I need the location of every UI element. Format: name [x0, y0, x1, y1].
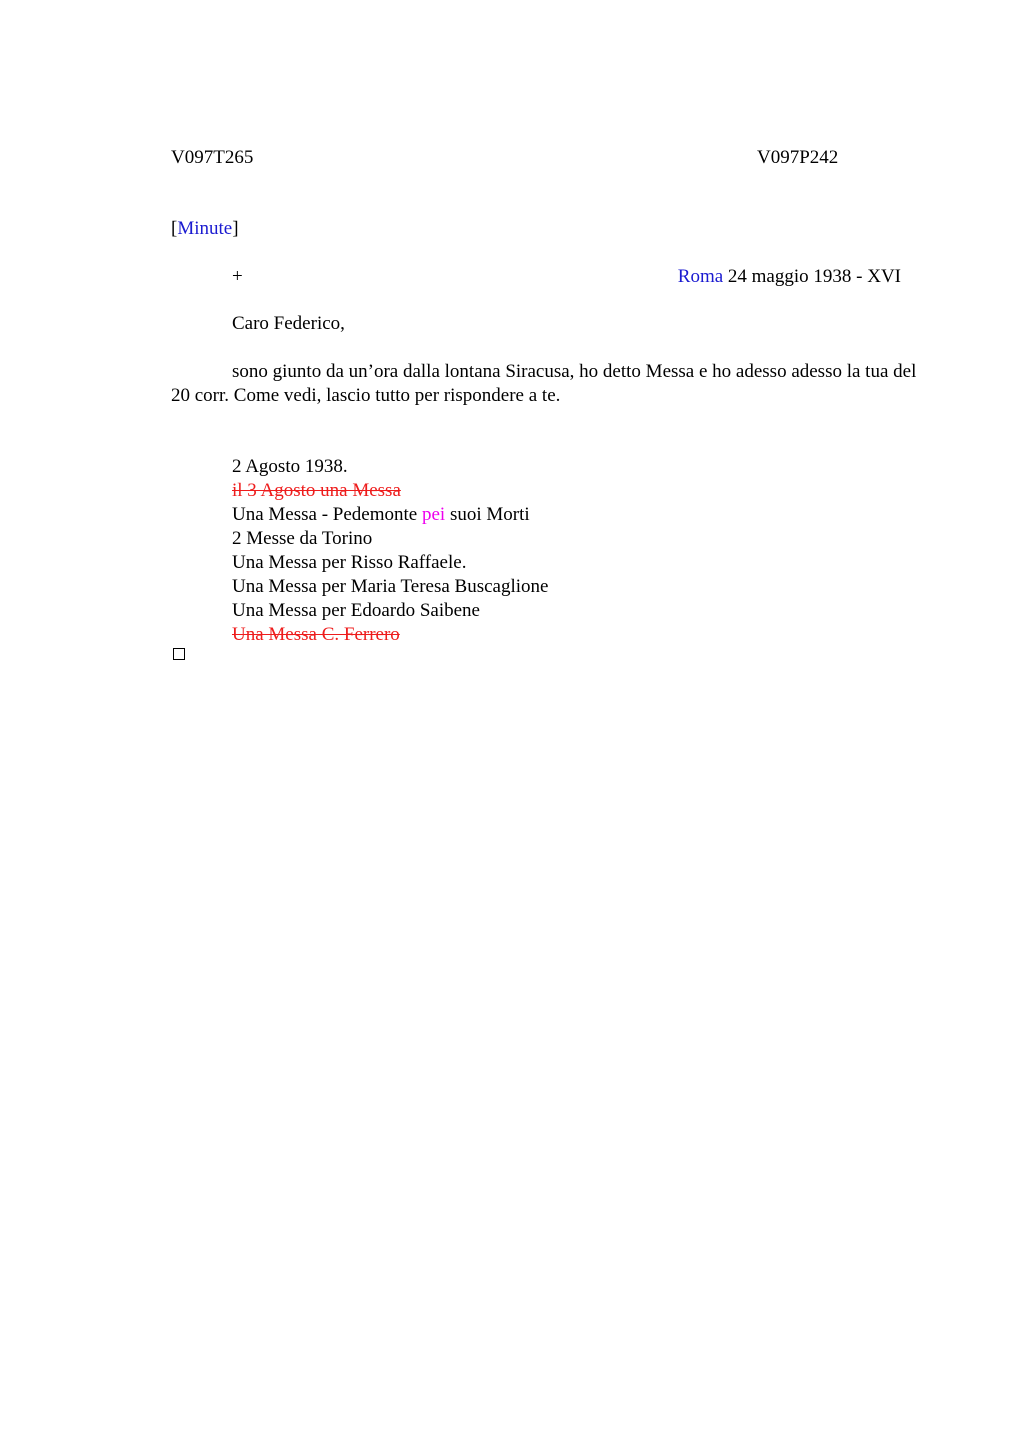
- letter-date: 24 maggio 1938 - XVI: [723, 266, 901, 287]
- list-item-text: suoi Morti: [445, 504, 530, 525]
- list-item: 2 Messe da Torino: [232, 528, 373, 549]
- salutation: Caro Federico,: [232, 313, 345, 334]
- place-name: Roma: [677, 266, 724, 287]
- list-item: Una Messa per Risso Raffaele.: [232, 552, 467, 573]
- minute-label: Minute: [177, 218, 233, 239]
- list-item-highlight: pei: [421, 504, 446, 525]
- list-item: [232, 503, 548, 527]
- mass-list: [232, 455, 548, 647]
- document-code-right: V097P242: [757, 147, 839, 168]
- minute-open-bracket: [: [171, 218, 178, 239]
- checkbox-icon[interactable]: [173, 648, 185, 660]
- letter-body: sono giunto da un’ora dalla lontana Siracusa, ho detto Messa e ho adesso adesso la tua del 20 corr. Come vedi, lascio tutto per rispondere a te.: [171, 361, 917, 406]
- list-item-text: Una Messa - Pedemonte: [232, 504, 422, 525]
- list-item: Una Messa per Edoardo Saibene: [232, 600, 480, 621]
- list-item-struck: Una Messa C. Ferrero: [232, 624, 400, 645]
- list-item: Una Messa per Maria Teresa Buscaglione: [232, 576, 549, 597]
- list-item-struck: il 3 Agosto una Messa: [232, 480, 401, 501]
- document-code-left: V097T265: [171, 147, 254, 168]
- minute-close-bracket: ]: [232, 218, 239, 239]
- place-date-line: [678, 265, 901, 289]
- cross-mark: +: [232, 266, 243, 287]
- list-item: 2 Agosto 1938.: [232, 456, 348, 477]
- minute-tag: [171, 217, 239, 241]
